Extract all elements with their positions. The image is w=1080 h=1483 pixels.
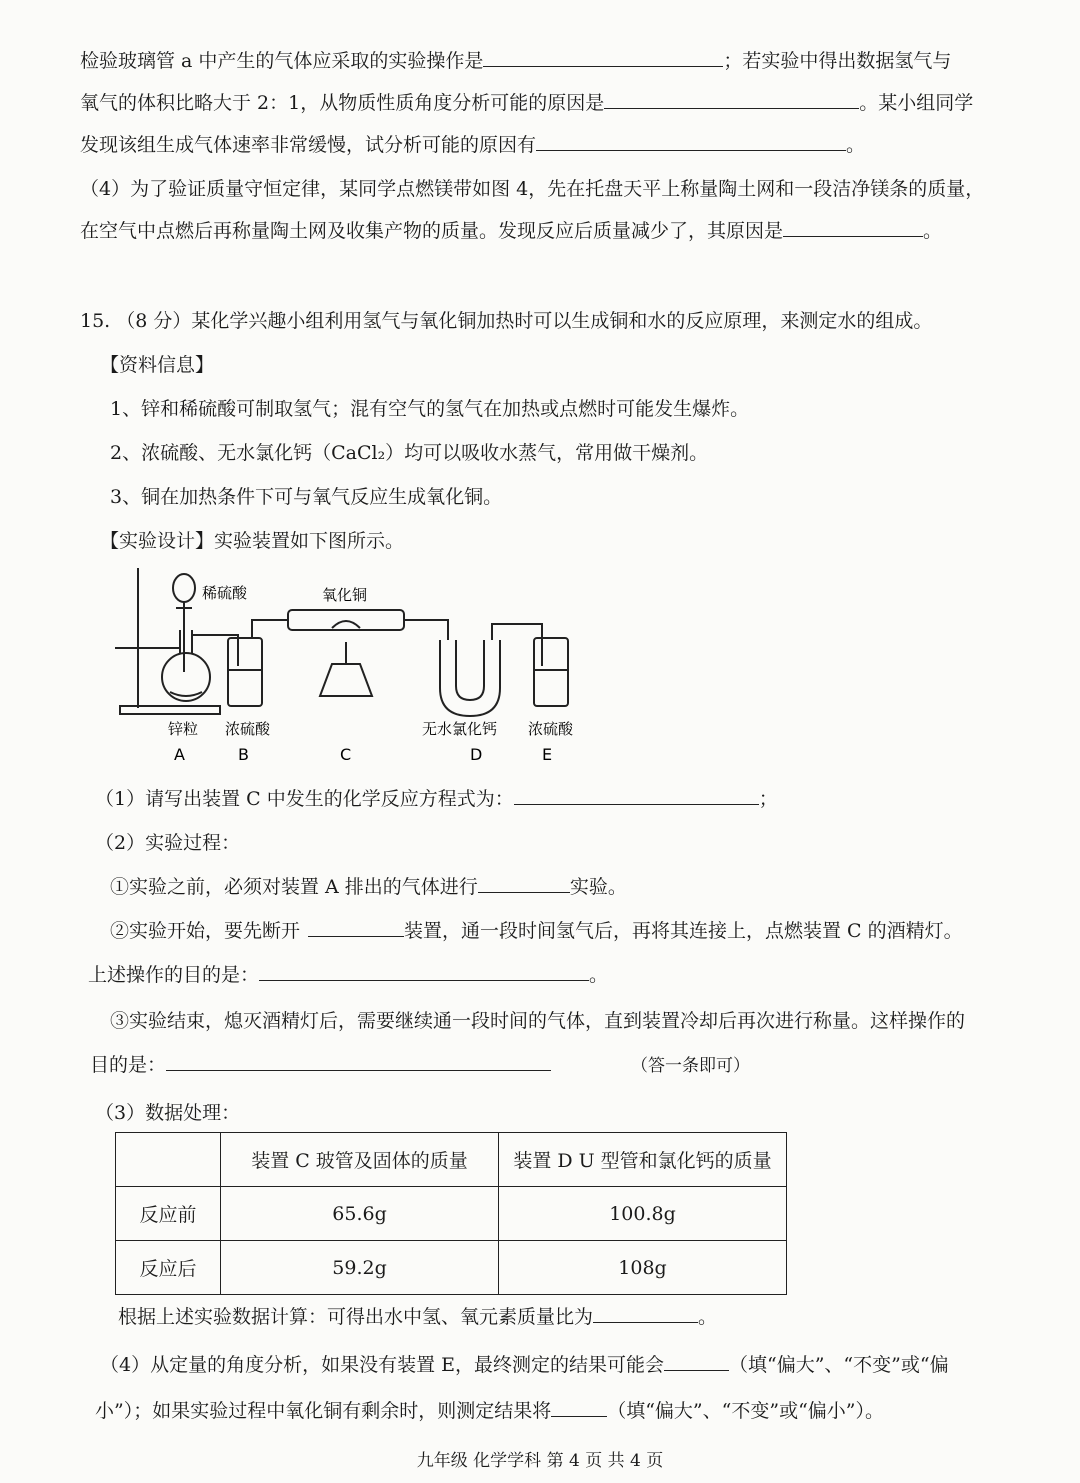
answer-blank[interactable] xyxy=(259,962,589,981)
page-footer: 九年级 化学学科 第 4 页 共 4 页 xyxy=(416,1451,664,1471)
letter-b: B xyxy=(238,745,249,764)
answer-blank[interactable] xyxy=(783,218,923,237)
letter-a: A xyxy=(174,745,185,764)
table-cell: 59.2g xyxy=(221,1241,499,1295)
table-header: 装置 D U 型管和氯化钙的质量 xyxy=(499,1133,787,1187)
answer-blank[interactable] xyxy=(593,1304,698,1323)
answer-blank[interactable] xyxy=(536,132,846,151)
table-cell: 反应后 xyxy=(116,1241,221,1295)
table-header: 装置 C 玻管及固体的质量 xyxy=(221,1133,499,1187)
question-4-cont: 小”）；如果实验过程中氧化铜有剩余时，则测定结果将 （填“偏大”、“不变”或“偏小”）。 xyxy=(95,1400,884,1422)
question-2-3: ③实验结束，熄灭酒精灯后，需要继续通一段时间的气体，直到装置冷却后再次进行称量。这样操作的 xyxy=(110,1010,966,1032)
answer-blank[interactable] xyxy=(166,1052,551,1071)
letter-c: C xyxy=(340,745,352,764)
label-zinc: 锌粒 xyxy=(168,720,199,738)
table-cell: 65.6g xyxy=(221,1187,499,1241)
answer-blank[interactable] xyxy=(664,1352,729,1371)
stand-base xyxy=(120,706,220,714)
zinc xyxy=(170,692,202,696)
question-4: （4）从定量的角度分析，如果没有装置 E，最终测定的结果可能会 （填“偏大”、“不变”或“偏 xyxy=(100,1354,949,1376)
question-2: （2）实验过程： xyxy=(95,832,241,854)
text-line: 在空气中点燃后再称量陶土网及收集产物的质量。发现反应后质量减少了，其原因是 。 xyxy=(80,220,943,242)
question-3: （3）数据处理： xyxy=(95,1102,241,1124)
question-2-1: ①实验之前，必须对装置 A 排出的气体进行 实验。 xyxy=(110,876,627,898)
letter-d: D xyxy=(470,745,483,764)
table-cell: 100.8g xyxy=(499,1187,787,1241)
alcohol-lamp xyxy=(320,664,372,696)
bottle-e xyxy=(534,638,568,706)
table-header-row xyxy=(116,1133,787,1187)
text-line: 发现该组生成气体速率非常缓慢，试分析可能的原因有 。 xyxy=(80,134,866,156)
answer-blank[interactable] xyxy=(514,786,759,805)
question-1: （1）请写出装置 C 中发生的化学反应方程式为： ； xyxy=(95,788,778,810)
copper-oxide xyxy=(332,621,360,628)
label-conc-acid-b: 浓硫酸 xyxy=(225,720,271,738)
text-line: 氧气的体积比略大于 2：1，从物质性质角度分析可能的原因是 。某小组同学 xyxy=(80,92,974,114)
label-copper-oxide: 氧化铜 xyxy=(322,586,368,604)
calc-line: 根据上述实验数据计算：可得出水中氢、氧元素质量比为 。 xyxy=(118,1306,718,1328)
u-tube xyxy=(440,640,500,716)
question-2-2-purpose: 上述操作的目的是： 。 xyxy=(88,964,609,986)
flask xyxy=(162,653,210,701)
letter-e: E xyxy=(542,745,553,764)
label-conc-acid-e: 浓硫酸 xyxy=(528,720,574,738)
answer-blank[interactable] xyxy=(483,48,723,67)
answer-blank[interactable] xyxy=(604,90,859,109)
answer-blank[interactable] xyxy=(551,1398,607,1417)
label-cacl2: 无水氯化钙 xyxy=(422,720,498,738)
table-cell: 108g xyxy=(499,1241,787,1295)
table-header xyxy=(116,1133,221,1187)
design-heading: 【实验设计】实验装置如下图所示。 xyxy=(100,530,405,552)
apparatus-diagram xyxy=(110,560,590,770)
info-item: 3、铜在加热条件下可与氧气反应生成氧化铜。 xyxy=(110,486,503,508)
question-15-intro: 15. （8 分）某化学兴趣小组利用氢气与氧化铜加热时可以生成铜和水的反应原理，来测定水的组成。 xyxy=(80,310,933,332)
table-row xyxy=(116,1187,787,1241)
answer-blank[interactable] xyxy=(308,918,404,937)
info-heading: 【资料信息】 xyxy=(100,354,215,376)
text-line: 检验玻璃管 a 中产生的气体应采取的实验操作是 ；若实验中得出数据氢气与 xyxy=(80,50,952,72)
apparatus-svg xyxy=(110,560,590,770)
separatory-funnel xyxy=(173,574,195,602)
answer-blank[interactable] xyxy=(478,874,570,893)
bottle-b xyxy=(228,638,262,706)
data-table xyxy=(115,1132,787,1295)
question-2-2: ②实验开始，要先断开 装置，通一段时间氢气后，再将其连接上，点燃装置 C 的酒精灯。 xyxy=(110,920,963,942)
table-cell: 反应前 xyxy=(116,1187,221,1241)
text-line: （4）为了验证质量守恒定律，某同学点燃镁带如图 4，先在托盘天平上称量陶土网和一段洁净镁条的质量， xyxy=(80,178,985,200)
question-2-3-purpose: 目的是： （答一条即可） xyxy=(90,1054,751,1076)
table-row xyxy=(116,1241,787,1295)
info-item: 1、锌和稀硫酸可制取氢气；混有空气的氢气在加热或点燃时可能发生爆炸。 xyxy=(110,398,750,420)
label-dilute-acid: 稀硫酸 xyxy=(202,584,248,602)
info-item: 2、浓硫酸、无水氯化钙（CaCl₂）均可以吸收水蒸气，常用做干燥剂。 xyxy=(110,442,709,464)
